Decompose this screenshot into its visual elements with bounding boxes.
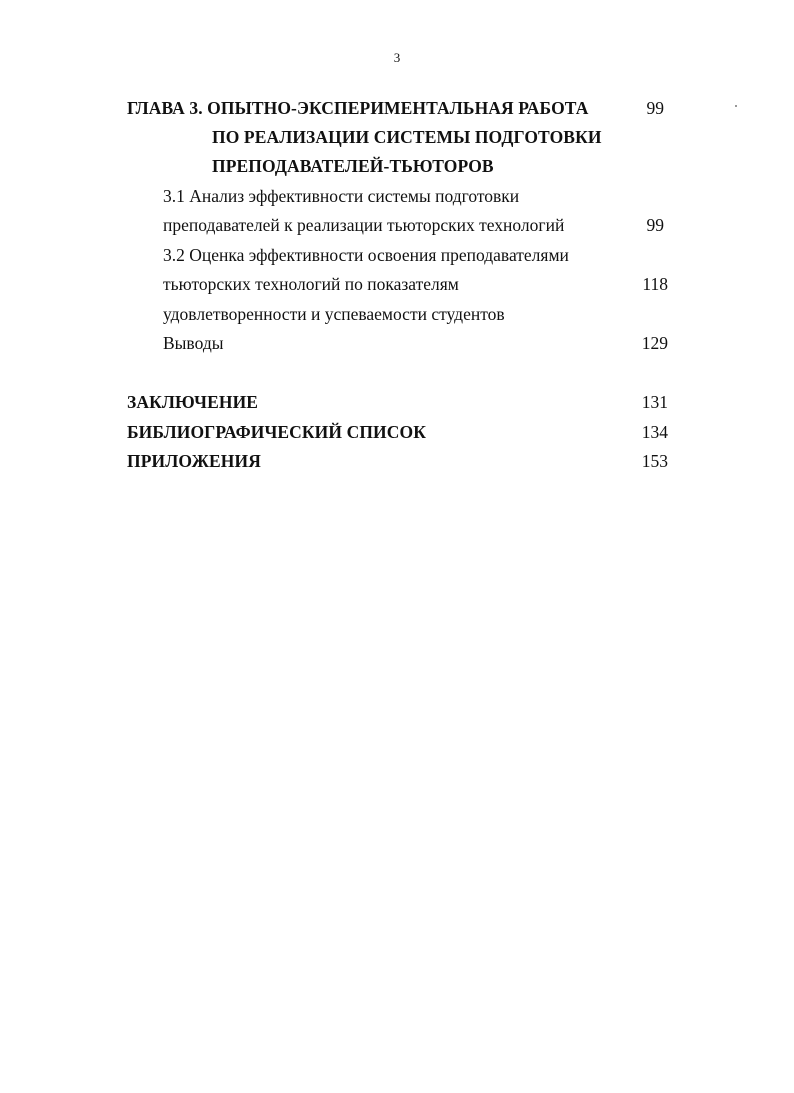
entry-label-appendices: ПРИЛОЖЕНИЯ xyxy=(127,451,261,471)
entry-page-conclusion: 131 xyxy=(641,392,668,412)
section-3-2-page: 118 xyxy=(642,274,668,294)
chapter-title-line-1: ГЛАВА 3. ОПЫТНО-ЭКСПЕРИМЕНТАЛЬНАЯ РАБОТА xyxy=(127,98,589,118)
section-3-2-line-3: удовлетворенности и успеваемости студентов xyxy=(163,304,505,324)
entry-label-conclusion: ЗАКЛЮЧЕНИЕ xyxy=(127,392,259,412)
page-number: 3 xyxy=(393,50,401,65)
chapter-title-line-3: ПРЕПОДАВАТЕЛЕЙ-ТЬЮТОРОВ xyxy=(212,156,494,176)
section-3-1-line-2: преподавателей к реализации тьюторских технологий xyxy=(163,215,565,235)
section-3-1-page: 99 xyxy=(646,215,664,235)
chapter-title-line-2: ПО РЕАЛИЗАЦИИ СИСТЕМЫ ПОДГОТОВКИ xyxy=(212,127,602,147)
entry-page-appendices: 153 xyxy=(641,451,668,471)
section-3-2-line-1: 3.2 Оценка эффективности освоения преподавателями xyxy=(163,245,569,265)
entry-page-bibliography: 134 xyxy=(641,422,668,442)
section-3-2-line-2: тьюторских технологий по показателям xyxy=(163,274,459,294)
section-3-1-line-1: 3.1 Анализ эффективности системы подготовки xyxy=(163,186,520,206)
conclusions-page: 129 xyxy=(641,333,668,353)
scan-speck xyxy=(735,105,737,107)
entry-label-bibliography: БИБЛИОГРАФИЧЕСКИЙ СПИСОК xyxy=(127,422,426,442)
conclusions-label: Выводы xyxy=(163,333,224,353)
chapter-page: 99 xyxy=(646,98,664,118)
